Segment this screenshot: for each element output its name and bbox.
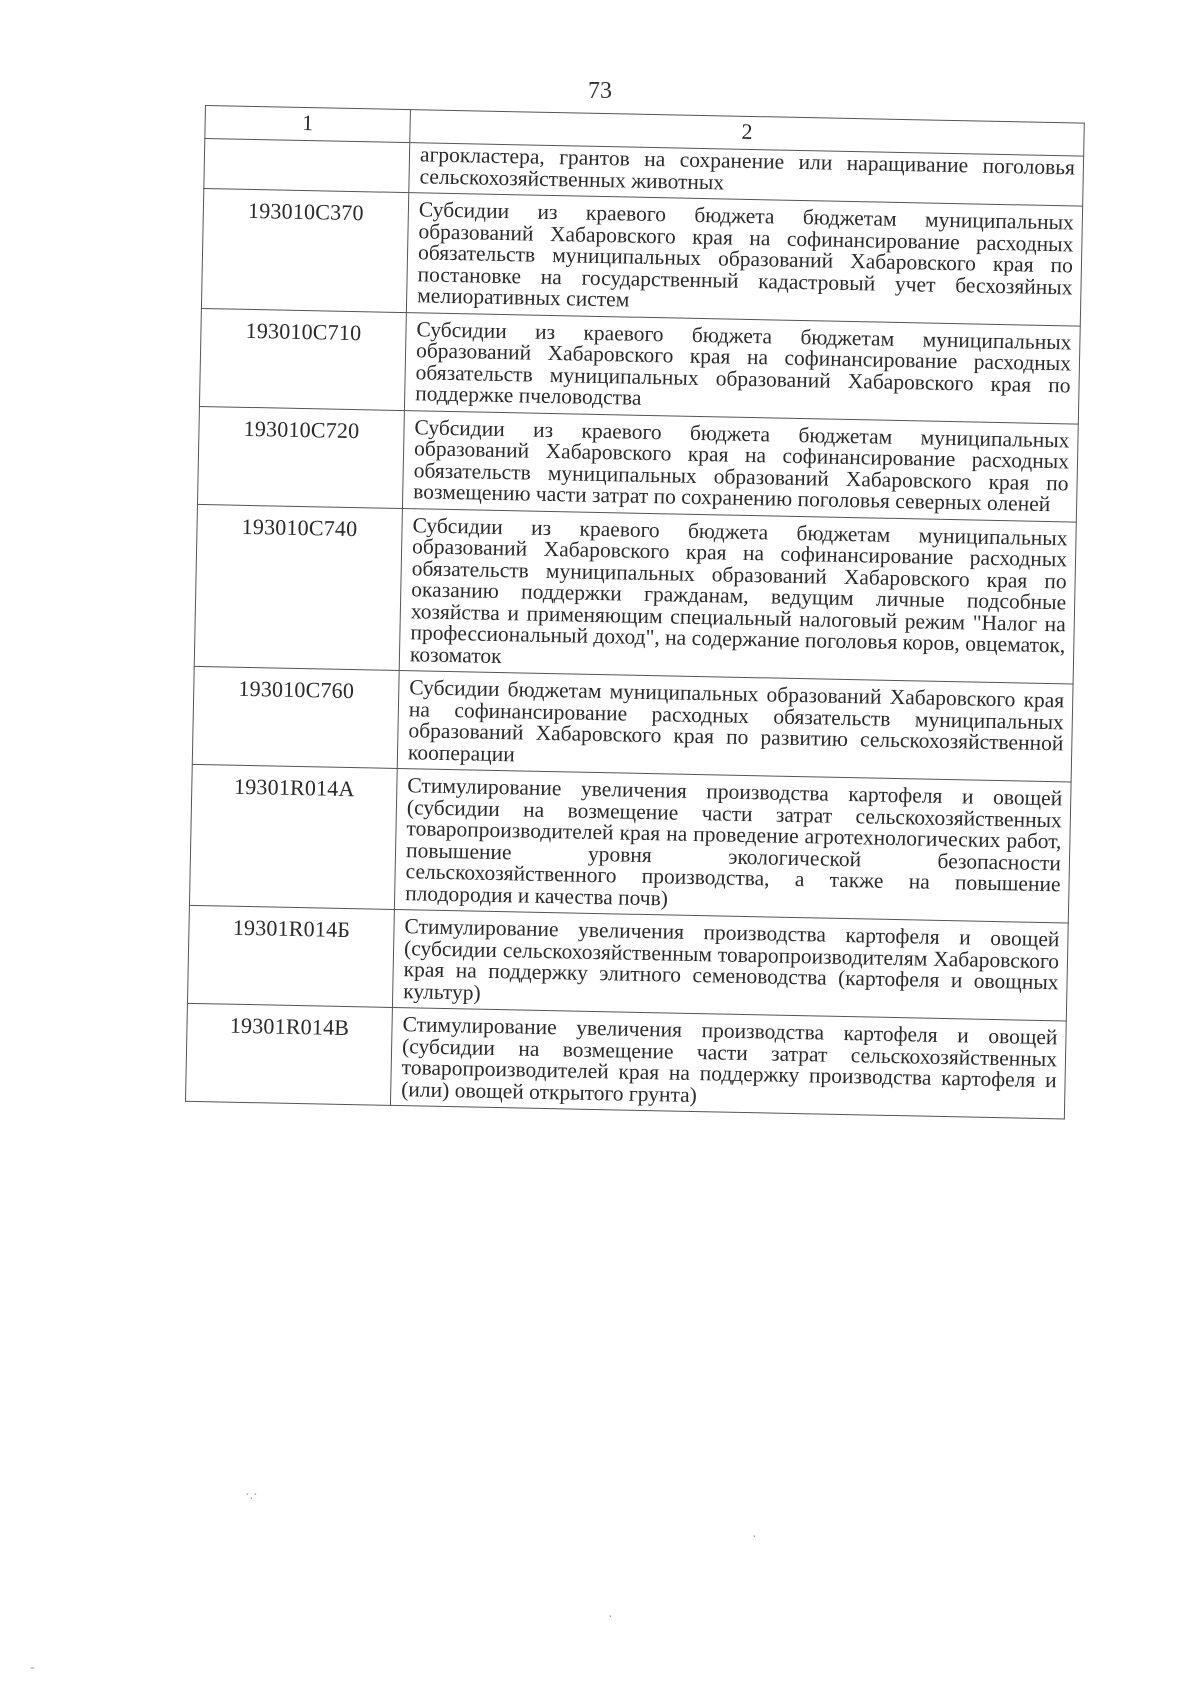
description-cell: агрокластера, грантов на сохранение или наращивание поголовья сельскохозяйственных животных — [409, 143, 1084, 207]
table-row — [201, 188, 1082, 325]
scan-speck: ·.· — [245, 1488, 258, 1503]
table-row — [194, 504, 1076, 684]
budget-code-table — [185, 105, 1085, 1119]
description-cell: Стимулирование увеличения производства картофеля и овощей (субсидии на возмещение части затрат сельскохозяйственных товаропроизводителей края на поддержку производства картофеля и (или) овощей открытого грунта) — [390, 1007, 1066, 1119]
table-row — [192, 666, 1073, 782]
code-cell: 193010С710 — [199, 308, 406, 410]
code-cell: 193010С740 — [194, 504, 402, 671]
code-cell: 19301R014А — [189, 764, 397, 909]
code-cell: 193010С370 — [201, 188, 408, 312]
description-cell: Субсидии из краевого бюджета бюджетам муниципальных образований Хабаровского края на софинансирование расходных обязательств муниципальных образований Хабаровского края по оказанию поддержки гражданам, ведущим личные подсобные хозяйства и применяющим специальный налоговый режим "Налог на профессиональный доход", на содержание поголовья коров, овцематок, козоматок — [399, 508, 1076, 684]
code-cell — [204, 139, 410, 193]
code-cell: 19301R014В — [186, 1003, 393, 1105]
table-row — [187, 905, 1068, 1021]
code-cell: 193010С720 — [197, 406, 404, 508]
scan-speck: - — [30, 1660, 35, 1675]
table-row — [199, 308, 1080, 424]
description-cell: Субсидии бюджетам муниципальных образований Хабаровского края на софинансирование расходных обязательств муниципальных образований Хабаровского края по развитию сельскохозяйственной кооперации — [397, 671, 1073, 783]
description-cell: Субсидии из краевого бюджета бюджетам муниципальных образований Хабаровского края на софинансирование расходных обязательств муниципальных образований Хабаровского края по постановке на государственный кадастровый учет бесхозяйных мелиоративных систем — [406, 193, 1082, 326]
code-cell: 193010С760 — [192, 666, 399, 768]
page-number: 73 — [588, 78, 612, 104]
scan-speck: · — [608, 1610, 613, 1625]
column-header-1: 1 — [205, 106, 411, 143]
description-cell: Стимулирование увеличения производства картофеля и овощей (субсидии сельскохозяйственным товаропроизводителям Хабаровского края на поддержку элитного семеноводства (картофеля и овощных культур) — [392, 909, 1068, 1021]
description-cell: Стимулирование увеличения производства картофеля и овощей (субсидии на возмещение части затрат сельскохозяйственных товаропроизводителей края на проведение агротехнологических работ, повышение уровня экологической безопасности сельскохозяйственного производства, а также на повышение плодородия и качества почв) — [394, 768, 1071, 922]
column-header-2: 2 — [410, 110, 1085, 157]
code-cell: 19301R014Б — [187, 905, 394, 1007]
table-row — [186, 1003, 1067, 1119]
table-row — [189, 764, 1071, 923]
description-cell: Субсидии из краевого бюджета бюджетам муниципальных образований Хабаровского края на софинансирование расходных обязательств муниципальных образований Хабаровского края по возмещению части затрат по сохранению поголовья северных оленей — [402, 410, 1078, 522]
table-row — [197, 406, 1078, 522]
scan-speck: · — [752, 1530, 757, 1545]
description-cell: Субсидии из краевого бюджета бюджетам муниципальных образований Хабаровского края на софинансирование расходных обязательств муниципальных образований Хабаровского края по поддержке пчеловодства — [404, 312, 1080, 424]
